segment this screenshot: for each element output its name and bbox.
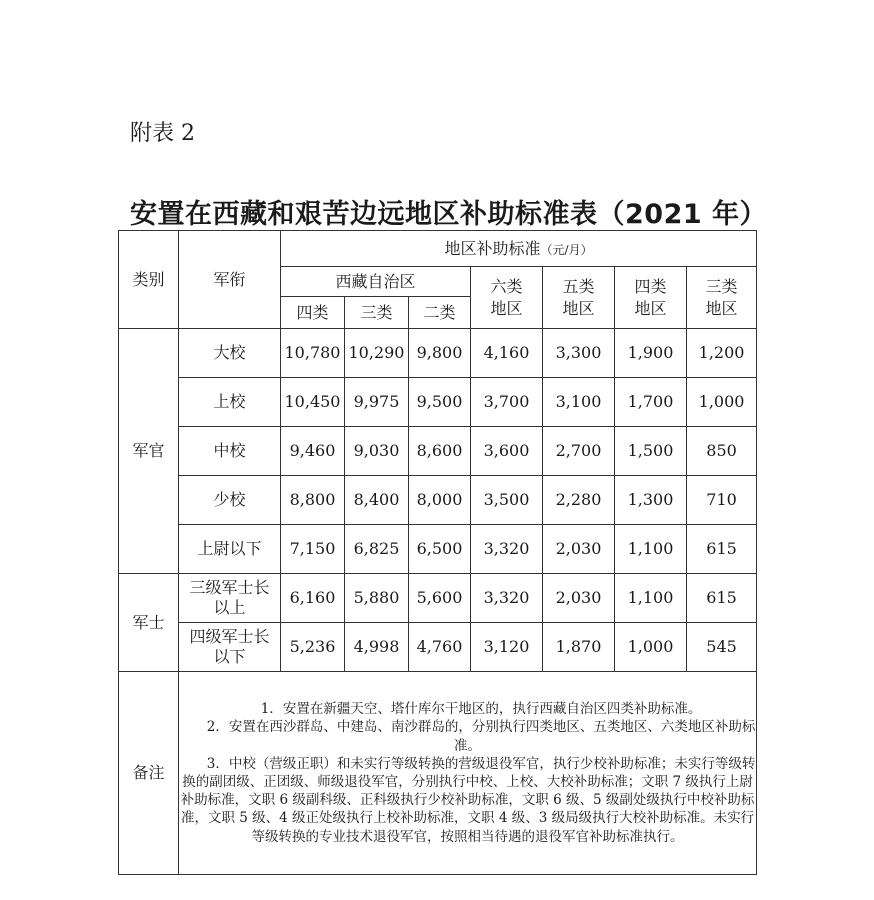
header-region-4: 四类 地区 [615,267,687,329]
group-officer: 军官 [119,329,179,574]
group-nco: 军士 [119,574,179,672]
value-cell: 2,030 [543,574,615,623]
value-cell: 8,600 [409,427,471,476]
value-cell: 1,500 [615,427,687,476]
rank-cell: 上尉以下 [179,525,281,574]
header-tibet-class-3: 三类 [345,297,409,329]
value-cell: 1,900 [615,329,687,378]
rank-cell: 大校 [179,329,281,378]
remarks-label: 备注 [119,672,179,875]
value-cell: 3,320 [471,574,543,623]
rank-cell: 三级军士长 以上 [179,574,281,623]
value-cell: 1,700 [615,378,687,427]
value-cell: 4,998 [345,623,409,672]
header-region-standard [281,231,757,267]
value-cell: 1,100 [615,525,687,574]
value-cell: 9,800 [409,329,471,378]
value-cell: 8,000 [409,476,471,525]
value-cell: 7,150 [281,525,345,574]
value-cell: 1,100 [615,574,687,623]
remarks-row [119,672,757,875]
value-cell: 3,320 [471,525,543,574]
value-cell: 6,160 [281,574,345,623]
header-region-6: 六类 地区 [471,267,543,329]
remark-note-3: 3．中校（营级正职）和未实行等级转换的营级退役军官，执行少校补助标准；未实行等级转换的副团级、正团级、师级退役军官，分别执行中校、上校、大校补助标准；文职 7 级执行上尉补助标准，文职 6 级副科级、正科级执行少校补助标准，文职 6 级、5 级副处级执行中校补助标准，文职 5 级、4 级正处级执行上校补助标准，文职 4 级、3 级局级执行大校补助标准。未实行等级转换的专业技术退役军官，按照相当待遇的退役军官补助标准执行。 [180,755,756,845]
subsidy-standard-table [118,230,757,875]
header-region-3: 三类 地区 [687,267,757,329]
value-cell: 2,280 [543,476,615,525]
value-cell: 4,760 [409,623,471,672]
value-cell: 5,600 [409,574,471,623]
value-cell: 1,000 [615,623,687,672]
value-cell: 1,000 [687,378,757,427]
value-cell: 2,700 [543,427,615,476]
value-cell: 615 [687,574,757,623]
value-cell: 6,500 [409,525,471,574]
header-tibet-class-4: 四类 [281,297,345,329]
value-cell: 3,600 [471,427,543,476]
region-standard-label: 地区补助标准 [444,238,541,258]
table-row [119,574,757,623]
table-row [119,378,757,427]
table-row [119,623,757,672]
value-cell: 545 [687,623,757,672]
value-cell: 3,120 [471,623,543,672]
value-cell: 10,290 [345,329,409,378]
table-row [119,427,757,476]
rank-cell: 四级军士长 以下 [179,623,281,672]
value-cell: 9,975 [345,378,409,427]
value-cell: 3,300 [543,329,615,378]
value-cell: 10,780 [281,329,345,378]
value-cell: 2,030 [543,525,615,574]
header-tibet: 西藏自治区 [281,267,471,297]
value-cell: 710 [687,476,757,525]
rank-cell: 少校 [179,476,281,525]
table-row [119,329,757,378]
value-cell: 615 [687,525,757,574]
value-cell: 9,030 [345,427,409,476]
rank-cell: 中校 [179,427,281,476]
value-cell: 6,825 [345,525,409,574]
page-title: 安置在西藏和艰苦边远地区补助标准表（2021 年） [130,199,768,230]
header-category: 类别 [119,231,179,329]
value-cell: 10,450 [281,378,345,427]
value-cell: 1,870 [543,623,615,672]
value-cell: 8,400 [345,476,409,525]
table-row [119,525,757,574]
value-cell: 850 [687,427,757,476]
value-cell: 3,700 [471,378,543,427]
unit-label: （元/月） [540,242,593,257]
header-region-5: 五类 地区 [543,267,615,329]
value-cell: 1,300 [615,476,687,525]
header-rank: 军衔 [179,231,281,329]
remarks-text [179,672,757,875]
rank-cell: 上校 [179,378,281,427]
remark-note-2: 2．安置在西沙群岛、中建岛、南沙群岛的，分别执行四类地区、五类地区、六类地区补助标准。 [206,719,756,754]
value-cell: 3,100 [543,378,615,427]
appendix-label: 附表 2 [130,121,195,146]
value-cell: 4,160 [471,329,543,378]
value-cell: 9,460 [281,427,345,476]
table-row [119,476,757,525]
remark-note-1: 1．安置在新疆天空、塔什库尔干地区的，执行西藏自治区四类补助标准。 [260,701,702,718]
value-cell: 8,800 [281,476,345,525]
value-cell: 9,500 [409,378,471,427]
value-cell: 1,200 [687,329,757,378]
value-cell: 5,236 [281,623,345,672]
header-tibet-class-2: 二类 [409,297,471,329]
value-cell: 5,880 [345,574,409,623]
value-cell: 3,500 [471,476,543,525]
